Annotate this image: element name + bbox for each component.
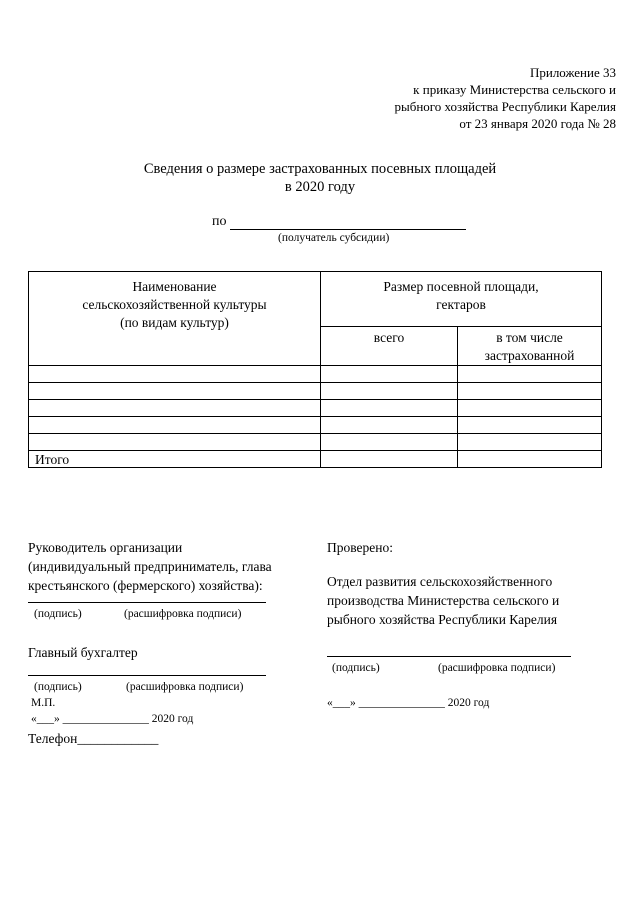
table-row: [29, 400, 602, 417]
head-line-1: Руководитель организации: [28, 540, 183, 555]
table-cell[interactable]: [29, 417, 321, 434]
dept-line-3: рыбного хозяйства Республики Карелия: [327, 612, 558, 627]
table-cell[interactable]: [458, 383, 602, 400]
sown-area-table: [28, 271, 602, 468]
dept-signature-line[interactable]: [327, 656, 571, 657]
head-line-2: (индивидуальный предприниматель, глава: [28, 559, 272, 574]
appendix-header: [394, 64, 616, 132]
department-block: [327, 572, 559, 629]
document-title: [0, 160, 640, 196]
total-area-header: всего: [321, 327, 458, 366]
table-cell[interactable]: [29, 383, 321, 400]
appendix-line-4: от 23 января 2020 года № 28: [459, 116, 616, 131]
dept-signature-label: (подпись): [332, 662, 380, 674]
recipient-blank-line[interactable]: [230, 215, 466, 230]
recipient-field: [212, 214, 466, 230]
table-cell[interactable]: [321, 400, 458, 417]
head-signature-line[interactable]: [28, 602, 266, 603]
title-line-1: Сведения о размере застрахованных посевных площадей: [143, 161, 497, 177]
total-row-label: Итого: [29, 451, 321, 468]
table-cell[interactable]: [321, 383, 458, 400]
table-cell[interactable]: [29, 400, 321, 417]
accountant-signature-label: (подпись): [34, 681, 82, 693]
table-cell[interactable]: [458, 417, 602, 434]
checked-label: Проверено:: [327, 540, 394, 555]
table-cell[interactable]: [321, 366, 458, 383]
chief-accountant-label: Главный бухгалтер: [28, 645, 138, 660]
dept-line-2: производства Министерства сельского и: [327, 593, 560, 608]
title-line-2: в 2020 году: [284, 179, 356, 195]
phone-field[interactable]: Телефон____________: [28, 731, 159, 746]
table-row: [29, 366, 602, 383]
left-date-field[interactable]: «___» _______________ 2020 год: [31, 713, 194, 725]
total-row: [29, 451, 602, 468]
appendix-line-1: Приложение 33: [529, 65, 616, 80]
head-decode-label: (расшифровка подписи): [124, 608, 242, 620]
crop-name-header: Наименование сельскохозяйственной культуры (по видам культур): [29, 272, 321, 366]
table-cell[interactable]: [458, 451, 602, 468]
table-row: [29, 417, 602, 434]
dept-line-1: Отдел развития сельскохозяйственного: [327, 574, 553, 589]
dept-decode-label: (расшифровка подписи): [438, 662, 556, 674]
table-row: [29, 434, 602, 451]
area-header: Размер посевной площади, гектаров: [321, 272, 602, 327]
recipient-prefix: по: [212, 214, 227, 229]
table-cell[interactable]: [458, 434, 602, 451]
appendix-line-3: рыбного хозяйства Республики Карелия: [394, 99, 616, 114]
insured-area-header: в том числе застрахованной: [458, 327, 602, 366]
head-line-3: крестьянского (фермерского) хозяйства):: [28, 578, 263, 593]
stamp-place: М.П.: [31, 697, 56, 709]
table-cell[interactable]: [321, 451, 458, 468]
head-signature-label: (подпись): [34, 608, 82, 620]
appendix-line-2: к приказу Министерства сельского и: [413, 82, 616, 97]
head-of-organization: [28, 538, 272, 595]
accountant-decode-label: (расшифровка подписи): [126, 681, 244, 693]
right-date-field[interactable]: «___» _______________ 2020 год: [327, 697, 490, 709]
table-cell[interactable]: [29, 434, 321, 451]
table-cell[interactable]: [321, 417, 458, 434]
accountant-signature-line[interactable]: [28, 675, 266, 676]
table-cell[interactable]: [29, 366, 321, 383]
recipient-note: (получатель субсидии): [278, 232, 390, 244]
table-cell[interactable]: [458, 366, 602, 383]
table-cell[interactable]: [458, 400, 602, 417]
table-cell[interactable]: [321, 434, 458, 451]
table-row: [29, 383, 602, 400]
